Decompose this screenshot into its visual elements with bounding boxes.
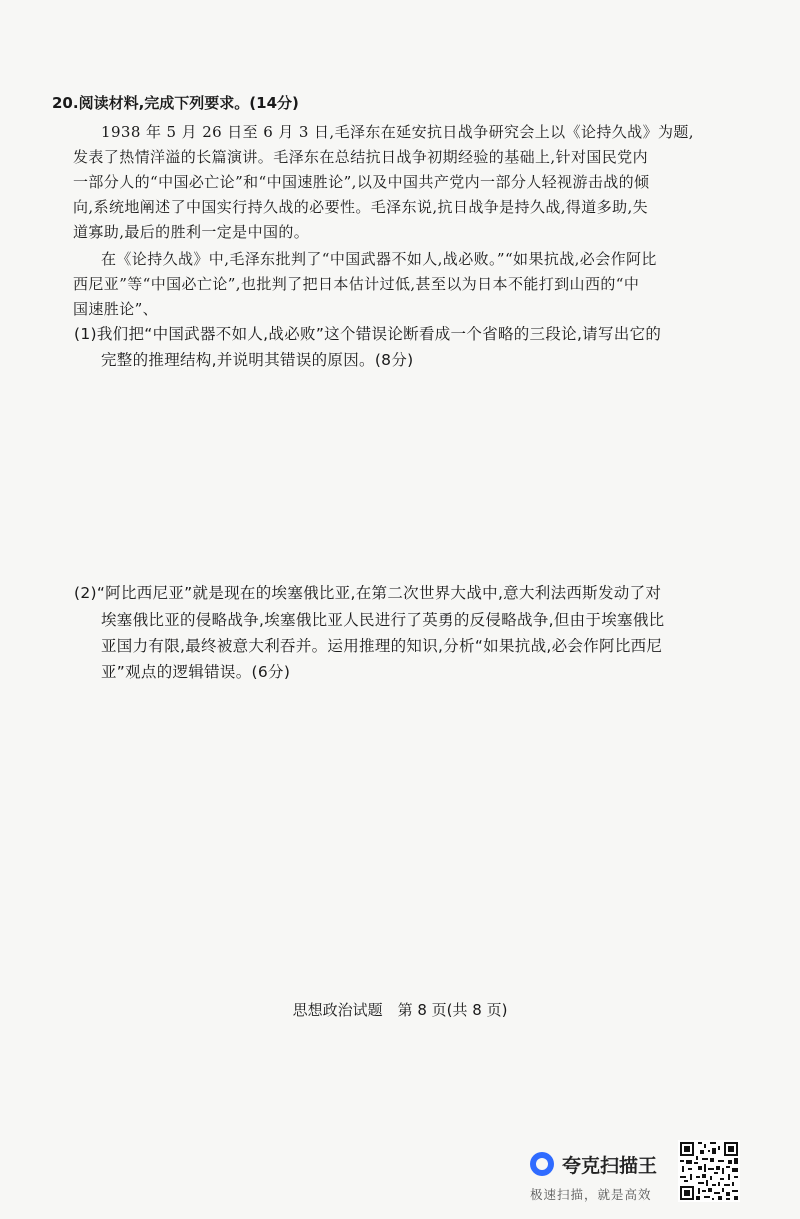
subquestion-2-line: 亚”观点的逻辑错误。(6分) bbox=[101, 663, 291, 681]
material-line: 在《论持久战》中,毛泽东批判了“中国武器不如人,战必败。”“如果抗战,必会作阿比 bbox=[101, 250, 657, 268]
subquestion-2-line: (2)“阿比西尼亚”就是现在的埃塞俄比亚,在第二次世界大战中,意大利法西斯发动了对 bbox=[74, 584, 662, 602]
page-footer: 思想政治试题 第 8 页(共 8 页) bbox=[292, 1001, 508, 1019]
scanner-brand-name: 夸克扫描王 bbox=[562, 1155, 658, 1177]
qr-code-icon bbox=[678, 1140, 740, 1202]
subquestion-2-line: 亚国力有限,最终被意大利吞并。运用推理的知识,分析“如果抗战,必会作阿比西尼 bbox=[101, 637, 663, 655]
material-line: 一部分人的“中国必亡论”和“中国速胜论”,以及中国共产党内一部分人轻视游击战的倾 bbox=[73, 173, 650, 191]
material-line: 国速胜论”、 bbox=[73, 300, 159, 318]
scanner-slogan: 极速扫描，就是高效 bbox=[530, 1187, 652, 1202]
subquestion-1-line: (1)我们把“中国武器不如人,战必败”这个错误论断看成一个省略的三段论,请写出它的 bbox=[74, 325, 662, 343]
material-line: 1938 年 5 月 26 日至 6 月 3 日,毛泽东在延安抗日战争研究会上以《论持久战》为题, bbox=[101, 123, 694, 141]
subquestion-2-line: 埃塞俄比亚的侵略战争,埃塞俄比亚人民进行了英勇的反侵略战争,但由于埃塞俄比 bbox=[101, 611, 665, 629]
material-line: 发表了热情洋溢的长篇演讲。毛泽东在总结抗日战争初期经验的基础上,针对国民党内 bbox=[73, 148, 648, 166]
material-line: 向,系统地阐述了中国实行持久战的必要性。毛泽东说,抗日战争是持久战,得道多助,失 bbox=[73, 198, 649, 216]
subquestion-1-line: 完整的推理结构,并说明其错误的原因。(8分) bbox=[101, 351, 414, 369]
material-line: 西尼亚”等“中国必亡论”,也批判了把日本估计过低,甚至以为日本不能打到山西的“中 bbox=[73, 275, 640, 293]
question-heading: 20.阅读材料,完成下列要求。(14分) bbox=[52, 94, 299, 112]
scanner-watermark bbox=[526, 1147, 676, 1207]
material-line: 道寡助,最后的胜利一定是中国的。 bbox=[73, 223, 310, 241]
scanner-logo-icon bbox=[530, 1152, 554, 1176]
